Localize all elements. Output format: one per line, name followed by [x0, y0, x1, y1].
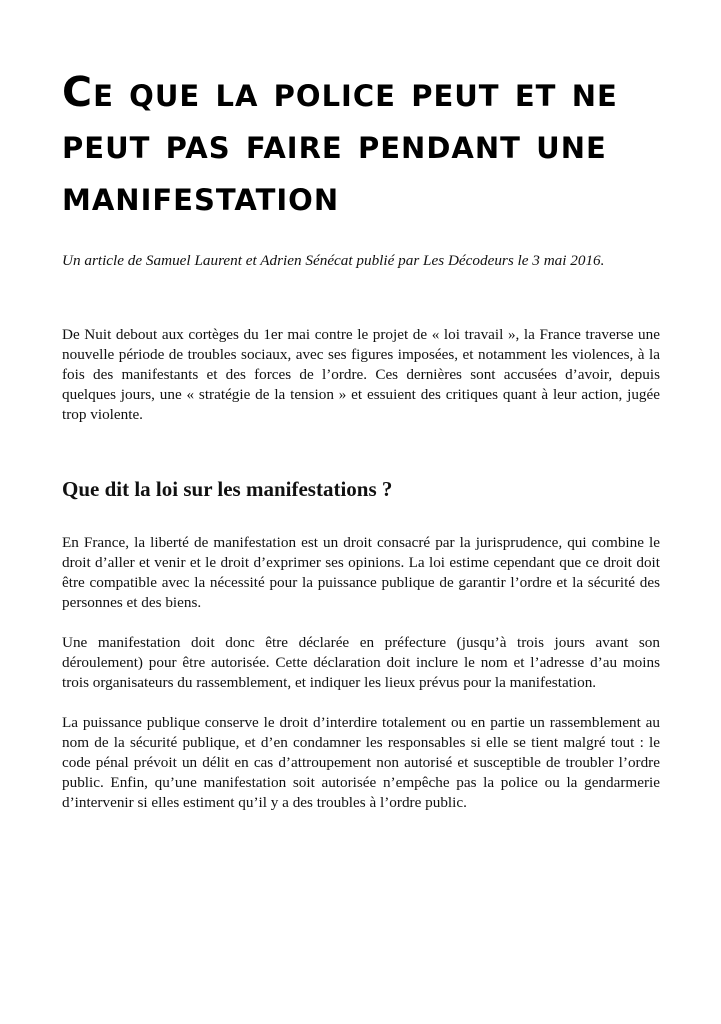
- intro-paragraph: De Nuit debout aux cortèges du 1er mai contre le projet de « loi travail », la France traverse une nouvelle période de troubles sociaux, avec ses figures imposées, et notamment les violences, à la fois des manifestants et des forces de l’ordre. Ces dernières sont accusées d’avoir, depuis quelques jours, une « stratégie de la tension » et essuient des critiques quant à leur action, jugée trop violente.: [62, 326, 660, 423]
- section-paragraph-1: En France, la liberté de manifestation est un droit consacré par la jurisprudence, qui combine le droit d’aller et venir et le droit d’exprimer ses opinions. La loi estime cependant que ce droit doit être compatible avec la nécessité pour la puissance publique de garantir l’ordre et la sécurité des personnes et des biens.: [62, 534, 660, 611]
- article-byline: Un article de Samuel Laurent et Adrien Sénécat publié par Les Décodeurs le 3 mai 2016.: [62, 252, 605, 269]
- section-heading: Que dit la loi sur les manifestations ?: [62, 477, 393, 501]
- section-paragraph-2: Une manifestation doit donc être déclarée en préfecture (jusqu’à trois jours avant son déroulement) pour être autorisée. Cette déclaration doit inclure le nom et l’adresse d’au moins trois organisateurs du rassemblement, et indiquer les lieux prévus pour la manifestation.: [62, 634, 660, 691]
- article-title: Ce que la police peut et ne peut pas faire pendant une manifestation: [62, 68, 618, 220]
- section-paragraph-3: La puissance publique conserve le droit d’interdire totalement ou en partie un rassemblement au nom de la sécurité publique, et d’en condamner les responsables si elle se tient malgré tout : le code pénal prévoit un délit en cas d’attroupement non autorisé et susceptible de troubler l’ordre public. Enfin, qu’une manifestation soit autorisée n’empêche pas la police ou la gendarmerie d’intervenir si elles estiment qu’il y a des troubles à l’ordre public.: [62, 714, 660, 811]
- article: [62, 66, 660, 813]
